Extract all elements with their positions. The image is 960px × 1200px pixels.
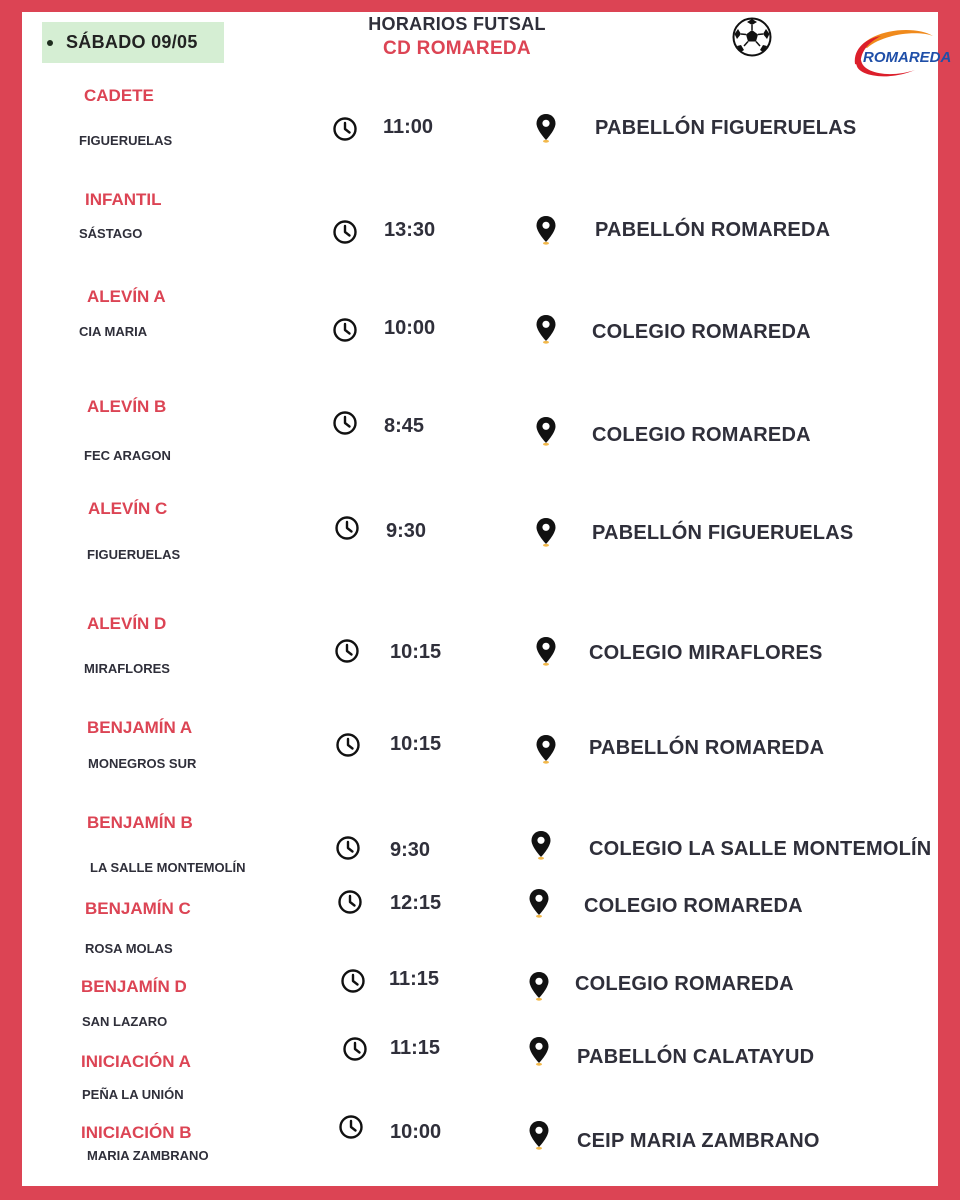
date-label: SÁBADO 09/05	[66, 32, 198, 52]
match-category: INICIACIÓN B	[81, 1123, 192, 1142]
match-opponent: MARIA ZAMBRANO	[87, 1148, 209, 1163]
match-category: ALEVÍN A	[87, 287, 166, 306]
location-pin-icon	[528, 1036, 550, 1066]
match-time: 11:00	[383, 116, 434, 138]
location-pin-icon	[535, 215, 557, 245]
match-opponent: CIA MARIA	[79, 324, 148, 339]
match-opponent: MIRAFLORES	[84, 661, 170, 676]
match-category: CADETE	[84, 86, 154, 105]
match-opponent: PEÑA LA UNIÓN	[82, 1087, 184, 1102]
clock-icon	[334, 515, 360, 541]
match-venue: COLEGIO LA SALLE MONTEMOLÍN	[589, 838, 932, 860]
location-pin-icon	[528, 1120, 550, 1150]
clock-icon	[342, 1036, 368, 1062]
clock-icon	[334, 638, 360, 664]
match-opponent: MONEGROS SUR	[88, 756, 197, 771]
location-pin-icon	[535, 113, 557, 143]
match-venue: PABELLÓN FIGUERUELAS	[595, 117, 857, 139]
match-opponent: SÁSTAGO	[79, 226, 143, 241]
match-category: INFANTIL	[85, 190, 162, 209]
location-pin-icon	[528, 888, 550, 918]
clock-icon	[340, 968, 366, 994]
match-opponent: ROSA MOLAS	[85, 941, 173, 956]
match-category: BENJAMÍN B	[87, 813, 193, 832]
match-venue: COLEGIO ROMAREDA	[575, 973, 794, 995]
location-pin-icon	[535, 416, 557, 446]
location-pin-icon	[528, 971, 550, 1001]
location-pin-icon	[535, 734, 557, 764]
match-time: 8:45	[384, 415, 425, 437]
match-time: 13:30	[384, 219, 436, 241]
clock-icon	[335, 835, 361, 861]
match-venue: CEIP MARIA ZAMBRANO	[577, 1130, 820, 1152]
match-time: 12:15	[390, 892, 442, 914]
match-category: ALEVÍN B	[87, 397, 167, 416]
match-time: 10:15	[390, 641, 442, 663]
match-time: 11:15	[390, 1037, 441, 1059]
match-venue: PABELLÓN FIGUERUELAS	[592, 522, 854, 544]
match-category: BENJAMÍN D	[81, 977, 187, 996]
match-opponent: FIGUERUELAS	[87, 547, 181, 562]
match-time: 9:30	[386, 520, 427, 542]
soccer-ball-icon	[732, 17, 772, 57]
match-opponent: SAN LAZARO	[82, 1014, 168, 1029]
match-time: 9:30	[390, 839, 431, 861]
match-venue: PABELLÓN ROMAREDA	[589, 737, 825, 759]
match-category: ALEVÍN D	[87, 614, 167, 633]
clock-icon	[338, 1114, 364, 1140]
location-pin-icon	[530, 830, 552, 860]
match-category: BENJAMÍN A	[87, 718, 193, 737]
page-title: HORARIOS FUTSAL	[368, 14, 546, 34]
clock-icon	[332, 219, 358, 245]
location-pin-icon	[535, 517, 557, 547]
match-time: 11:15	[389, 968, 440, 990]
match-venue: PABELLÓN ROMAREDA	[595, 219, 831, 241]
match-venue: COLEGIO ROMAREDA	[592, 424, 811, 446]
match-time: 10:00	[390, 1121, 442, 1143]
romareda-logo	[847, 24, 952, 84]
match-venue: COLEGIO MIRAFLORES	[589, 642, 823, 664]
clock-icon	[332, 317, 358, 343]
match-opponent: LA SALLE MONTEMOLÍN	[90, 860, 246, 875]
match-venue: COLEGIO ROMAREDA	[592, 321, 811, 343]
svg-text:ROMAREDA: ROMAREDA	[863, 49, 952, 66]
bullet-icon	[47, 40, 53, 46]
page-subtitle: CD ROMAREDA	[383, 38, 531, 59]
match-category: INICIACIÓN A	[81, 1052, 191, 1071]
match-opponent: FIGUERUELAS	[79, 133, 173, 148]
match-venue: COLEGIO ROMAREDA	[584, 895, 803, 917]
match-time: 10:15	[390, 733, 442, 755]
match-opponent: FEC ARAGON	[84, 448, 171, 463]
clock-icon	[337, 889, 363, 915]
clock-icon	[335, 732, 361, 758]
date-badge	[42, 22, 224, 63]
clock-icon	[332, 410, 358, 436]
location-pin-icon	[535, 314, 557, 344]
clock-icon	[332, 116, 358, 142]
location-pin-icon	[535, 636, 557, 666]
match-time: 10:00	[384, 317, 436, 339]
match-category: BENJAMÍN C	[85, 899, 191, 918]
match-venue: PABELLÓN CALATAYUD	[577, 1046, 815, 1068]
match-category: ALEVÍN C	[88, 499, 168, 518]
